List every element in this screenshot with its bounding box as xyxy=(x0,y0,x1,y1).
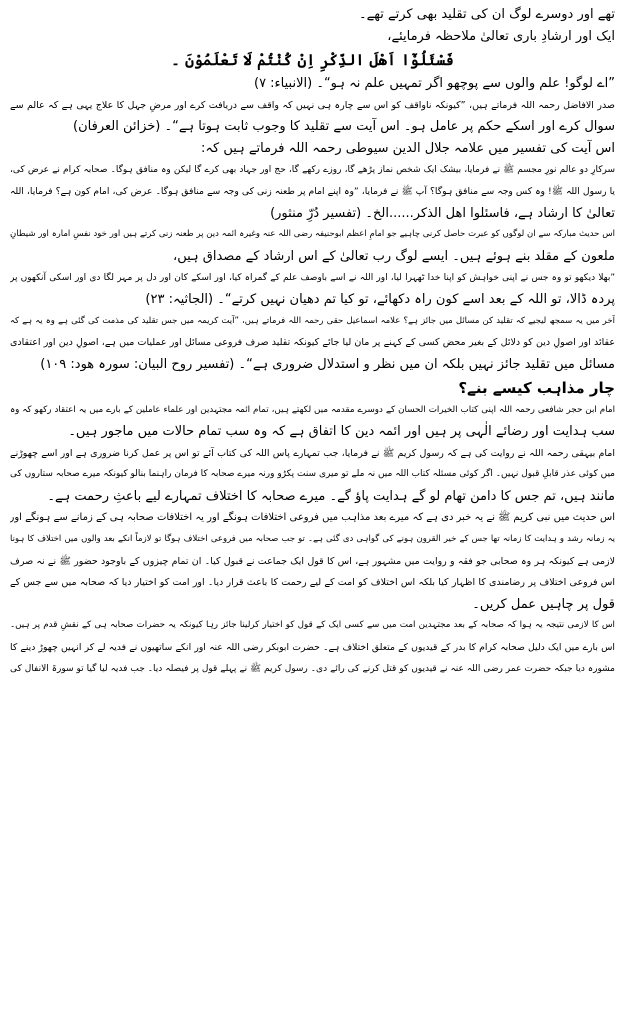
paragraph-line: آخر میں یہ سمجھ لیجیے کہ تقلید کن مسائل میں جائز ہے؟ علامہ اسماعیل حقی رحمہ اللہ فرماتے ہیں، ”آیت کریمہ میں جس تقلید کی مذمت کی گئی ہے وہ یہ ہے کہ xyxy=(10,315,615,326)
paragraph-line: سب ہدایت اور رضائے الٰہی پر ہیں اور ائمہ دین کا اتفاق ہے کہ وہ سب تمام حالات میں ماجور ہیں۔ xyxy=(68,424,615,440)
paragraph-line: مشورہ دیا جبکہ حضرت عمر رضی اللہ عنہ نے قیدیوں کو قتل کرنے کی رائے دی۔ رسول کریم ﷺ نے پہلے قول پر فیصلہ دیا۔ جب فدیہ لیا گیا تو سورۃ الانفال کی xyxy=(10,663,615,674)
paragraph-line: صدر الافاضل رحمہ اللہ فرماتے ہیں، ”کیونکہ ناواقف کو اس سے چارہ ہی نہیں کہ واقف سے دریافت کرے اور مرضِ جہل کا علاج یہی ہے کہ عالم سے xyxy=(10,99,615,111)
paragraph-line: امام ابن حجر شافعی رحمہ اللہ اپنی کتاب الخیرات الحسان کے دوسرے مقدمہ میں لکھتے ہیں، تمام ائمہ مجتہدین اور علماء عاملین کے بارے میں یہ اعتقاد رکھو کہ وہ xyxy=(10,404,615,415)
quranic-verse: فَسْئَلُوْٓا اَهْلَ الذِّكْرِ اِنْ كُنْتُمْ لَا تَعْلَمُوْنَ ۔ xyxy=(171,51,454,70)
paragraph-line: لازمی ہے کیونکہ ہر وہ صحابی جو فقہ و روایت میں مشہور ہے، اس کا قول ایک جماعت نے قبول کیا۔ ان تمام چیزوں کے باوجود حضور ﷺ نے نہ صرف xyxy=(10,555,615,567)
hadith-line: تعالیٰ کا ارشاد ہے، فاسئلوا اھل الذکر......الخ۔ (تفسیر دُرِّ منثور) xyxy=(270,205,615,221)
paragraph-line: قول پر چاہیں عمل کریں۔ xyxy=(472,596,615,612)
paragraph-line: مسائل میں تقلید جائز نہیں بلکہ ان میں نظر و استدلال ضروری ہے“۔ (تفسیر روح البیان: سورہ ھود: ۱۰۹) xyxy=(40,356,615,372)
paragraph-line: اس کا لازمی نتیجہ یہ ہوا کہ صحابہ کے بعد مجتہدین امت میں سے کسی ایک کے قول کو اختیار کرلینا جائز رہا کیونکہ یہ حضرات صحابہ ہی کے نقشِ قدم پر ہیں۔ xyxy=(10,620,615,631)
hadith-line: یا رسول اللہ ﷺ! وہ کس وجہ سے منافق ہوگا؟ آپ ﷺ نے فرمایا، ”وہ اپنے امام پر طعنہ زنی کی وجہ سے منافق ہوگا۔ عرض کی، امام کون ہے؟ فرمایا، اللہ xyxy=(10,186,615,198)
section-heading: چار مذاہب کیسے بنے؟ xyxy=(458,378,615,397)
paragraph-line: یہ زمانہ رشد و ہدایت کا زمانہ تھا جس کے خیر القرون ہونے کی گواہی دی گئی ہے۔ تو جب صحابہ میں فروعی اختلاف ہوگا تو لازماً انکے بعد والوں میں اختلاف کا ہونا xyxy=(10,534,615,545)
paragraph-line: مانند ہیں، تم جس کا دامن تھام لو گے ہدایت پاؤ گے۔ میرے صحابہ کا اختلاف تمہارے لیے باعثِ رحمت ہے۔ xyxy=(47,488,615,504)
paragraph-line: اس حدیث مبارکہ سے ان لوگوں کو عبرت حاصل کرنی چاہیے جو امامِ اعظم ابوحنیفہ رضی اللہ عنہ وغیرہ ائمہ دین پر طعنہ زنی کرتے ہیں اور خود نفسِ امارہ اور شیطانِ xyxy=(10,229,615,240)
paragraph-line: اس حدیث میں نبی کریم ﷺ نے یہ خبر دی ہے کہ میرے بعد مذاہب میں فروعی اختلافات ہونگے اور یہ اختلافات صحابہ ہی کے زمانے سے ہونگے اور xyxy=(10,512,615,524)
paragraph-line: سوال کرے اور اسکے حکم پر عامل ہو۔ اس آیت سے تقلید کا وجوب ثابت ہوتا ہے“۔ (خزائن العرفان) xyxy=(73,119,615,135)
quote-line: پردہ ڈالا، تو اللہ کے بعد اسے کون راہ دکھائے، تو کیا تم دھیان نہیں کرتے“۔ (الجاثیہ: ۲۳) xyxy=(145,292,615,308)
intro-line: تھے اور دوسرے لوگ ان کی تقلید بھی کرتے تھے۔ xyxy=(359,7,615,22)
quote-line: ”بھلا دیکھو تو وہ جس نے اپنی خواہش کو اپنا خدا ٹھہرا لیا، اور اللہ نے اسے باوصف علم کے گمراہ کیا، اور اسکے کان اور دل پر مہر لگا دی اور اسکی آنکھوں پر xyxy=(10,272,615,283)
paragraph-line: میں کوئی عذر قابلِ قبول نہیں۔ اگر کوئی مسئلہ کتاب اللہ میں نہ ملے تو میری سنت پکڑو ورنہ میرے صحابہ کا فرمان راہنما بنالو کیونکہ میرے صحابہ ستاروں کی xyxy=(10,469,615,480)
paragraph-line: اس آیت کی تفسیر میں علامہ جلال الدین سیوطی رحمہ اللہ فرماتے ہیں کہ: xyxy=(201,140,615,156)
paragraph-line: ملعون کے مقلد بنے ہوئے ہیں۔ ایسے لوگ رب تعالیٰ کے اس ارشاد کے مصداق ہیں، xyxy=(173,248,615,264)
paragraph-line: امام بیہقی رحمہ اللہ نے روایت کی ہے کہ رسول کریم ﷺ نے فرمایا، جب تمہارے پاس اللہ کی کتاب آئے تو اس پر عمل کرنا ضروری ہے اور اسے چھوڑنے xyxy=(10,447,615,459)
paragraph-line: اس فروعی اختلاف پر رضامندی کا اظہار کیا بلکہ اس اختلاف کو امت کے لیے رحمت کا باعث قرار دیا۔ اور امت کو اختیار دیا کہ صحابہ میں سے جس کے xyxy=(10,577,615,589)
hadith-line: سرکارِ دو عالم نورِ مجسم ﷺ نے فرمایا، بیشک ایک شخص نماز پڑھے گا، روزے رکھے گا، حج اور جہاد بھی کرے گا لیکن وہ منافق ہوگا۔ صحابہ کرام نے عرض کی، xyxy=(10,164,615,175)
paragraph-line: اس بارے میں ایک دلیل صحابہ کرام کا بدر کے قیدیوں کے متعلق اختلاف ہے۔ حضرت ابوبکر رضی اللہ عنہ اور انکے ساتھیوں نے فدیہ لے کر انہیں چھوڑ دینے کا xyxy=(10,642,615,654)
verse-translation: ”اے لوگو! علم والوں سے پوچھو اگر تمہیں علم نہ ہو“۔ (الانبیاء: ۷) xyxy=(253,76,615,92)
intro-line: ایک اور ارشادِ باری تعالیٰ ملاحظہ فرمایئے، xyxy=(387,28,615,44)
paragraph-line: عقائد اور اصولِ دین کو دلائل کے بغیر محض کسی کے کہنے پر مان لیا جائے کیونکہ تقلید صرف فروعی مسائل اور عملیات میں ہے، اصولِ دین اور اعتقادی xyxy=(10,337,615,349)
